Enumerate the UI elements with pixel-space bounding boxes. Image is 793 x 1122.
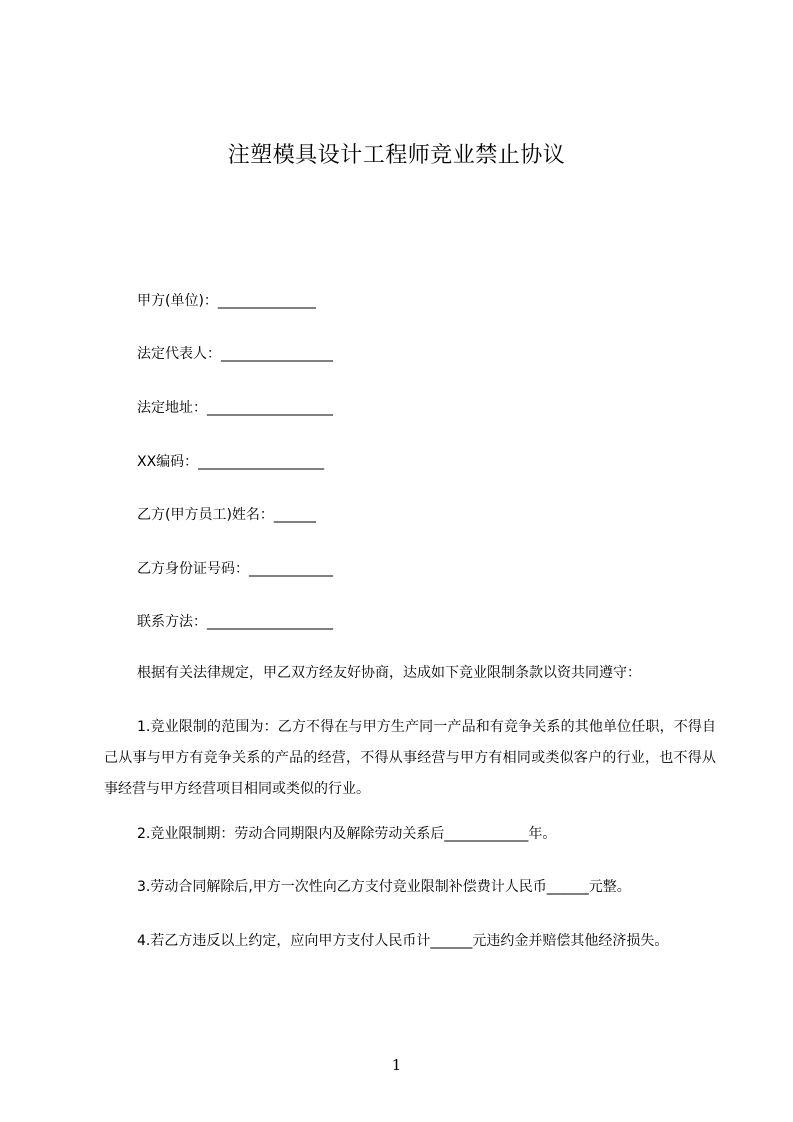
party-a-unit-field: 甲方(单位)：______________: [137, 293, 316, 309]
clause-4: 4.若乙方违反以上约定，应向甲方支付人民币计______元违约金并赔偿其他经济损失。: [137, 933, 669, 949]
intro-paragraph: 根据有关法律规定，甲乙双方经友好协商，达成如下竞业限制条款以资共同遵守：: [137, 665, 641, 681]
party-b-id-number-field: 乙方身份证号码：____________: [137, 561, 333, 577]
contact-method-field: 联系方法：__________________: [137, 614, 333, 630]
page-number: 1: [391, 1056, 402, 1074]
clause-2: 2.竞业限制期：劳动合同期限内及解除劳动关系后____________年。: [137, 826, 557, 842]
clause-1: 1.竞业限制的范围为：乙方不得在与甲方生产同一产品和有竞争关系的其他单位任职，不得自己从事与甲方有竞争关系的产品的经营，不得从事经营与甲方有相同或类似客户的行业，也不得从事经营与甲方经营项目相同或类似的行业。: [104, 719, 716, 797]
legal-representative-field: 法定代表人：________________: [137, 346, 333, 362]
clause-3: 3.劳动合同解除后,甲方一次性向乙方支付竞业限制补偿费计人民币______元整。: [137, 879, 631, 895]
legal-address-field: 法定地址：__________________: [137, 400, 333, 416]
document-title: 注塑模具设计工程师竞业禁止协议: [227, 143, 566, 168]
party-b-name-field: 乙方(甲方员工)姓名：______: [137, 507, 316, 523]
code-field: XX编码：__________________: [137, 454, 325, 470]
